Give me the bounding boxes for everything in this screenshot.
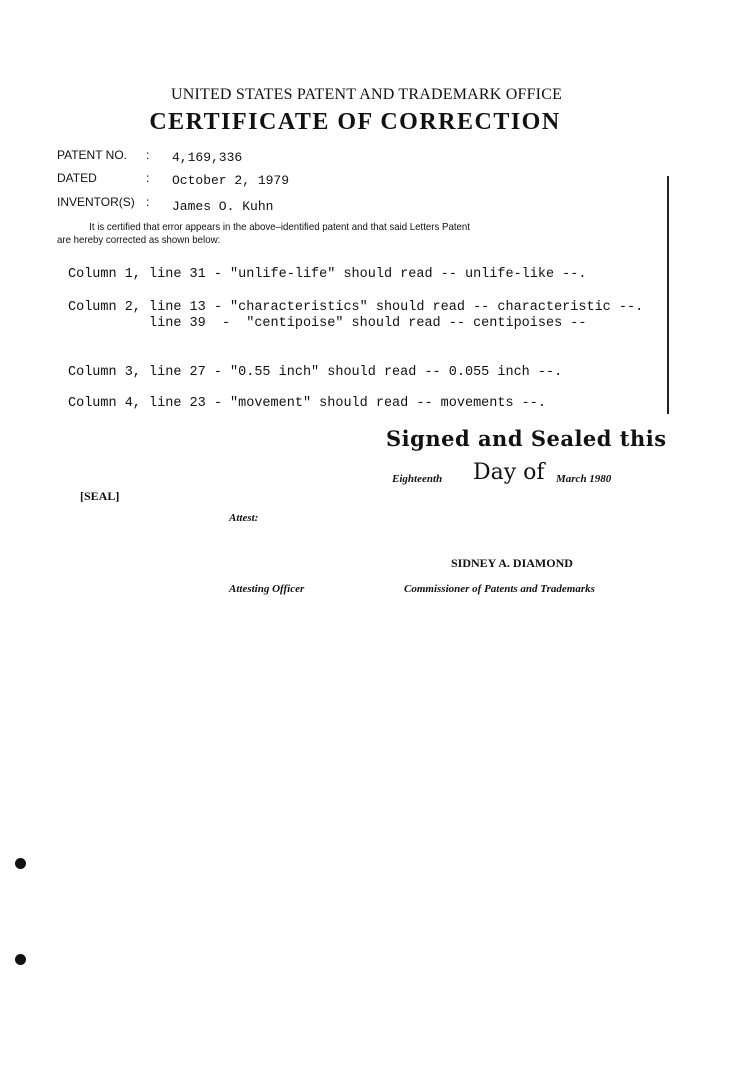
dated-colon: :: [146, 171, 150, 185]
commissioner-name: SIDNEY A. DIAMOND: [451, 556, 573, 570]
dated-label: DATED: [57, 171, 97, 185]
day-of: Day of: [473, 460, 545, 485]
attest-label: Attest:: [229, 512, 259, 524]
seal-label: [SEAL]: [80, 489, 120, 503]
month-year: March 1980: [556, 473, 612, 485]
dated-value: October 2, 1979: [172, 173, 290, 188]
office-heading: UNITED STATES PATENT AND TRADEMARK OFFICE: [170, 86, 563, 103]
signed-sealed-heading: Signed and Sealed this: [386, 426, 667, 451]
certification-statement: [57, 221, 572, 247]
punch-hole-mark: [15, 858, 26, 869]
correction-column-2-line-39: line 39 - "centipoise" should read -- centipoises --: [68, 316, 587, 331]
patent-number-colon: :: [146, 148, 150, 162]
day-word: Eighteenth: [392, 473, 443, 485]
correction-column-3: Column 3, line 27 - "0.55 inch" should read -- 0.055 inch --.: [68, 365, 563, 380]
patent-number-value: 4,169,336: [172, 150, 243, 165]
certification-line-2: are hereby corrected as shown below:: [57, 234, 221, 246]
correction-column-4: Column 4, line 23 - "movement" should read -- movements --.: [68, 396, 546, 411]
inventor-label: INVENTOR(S): [57, 195, 135, 209]
inventor-value: James O. Kuhn: [172, 199, 274, 214]
correction-column-1: Column 1, line 31 - "unlife-life" should read -- unlife-like --.: [68, 267, 587, 282]
punch-hole-mark: [15, 954, 26, 965]
commissioner-title: Commissioner of Patents and Trademarks: [404, 583, 595, 595]
certification-line-1: It is certified that error appears in the above–identified patent and that said Letters Patent: [89, 221, 470, 233]
patent-number-label: PATENT NO.: [57, 148, 128, 162]
certificate-title: CERTIFICATE OF CORRECTION: [149, 109, 561, 135]
correction-column-2-line-13: Column 2, line 13 - "characteristics" should read -- characteristic --.: [68, 300, 644, 315]
margin-rule: [667, 176, 669, 414]
inventor-colon: :: [146, 195, 150, 209]
attesting-officer-label: Attesting Officer: [229, 583, 305, 595]
